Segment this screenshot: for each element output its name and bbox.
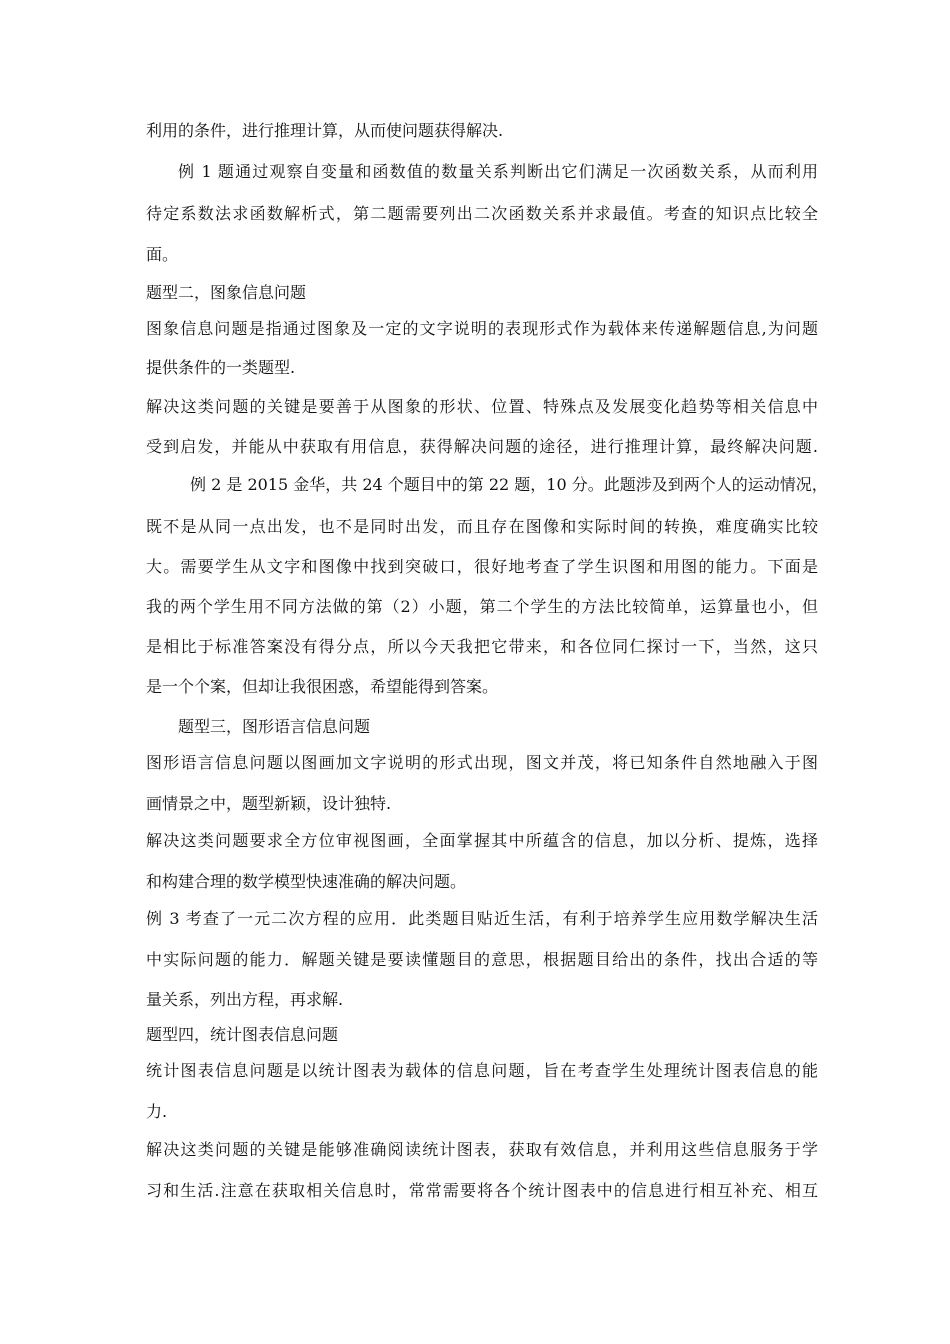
paragraph-line: 受到启发，并能从中获取有用信息，获得解决问题的途径，进行推理计算，最终解决问题. [146,437,818,456]
paragraph-line: 例 2 是 2015 金华，共 24 个题目中的第 22 题，10 分。此题涉及到两个人的运动情况， [190,475,828,494]
paragraph-line: 解决这类问题的关键是要善于从图象的形状、位置、特殊点及发展变化趋势等相关信息中 [146,397,818,416]
section-heading: 题型四，统计图表信息问题 [146,1025,339,1044]
paragraph-line: 我的两个学生用不同方法做的第（2）小题，第二个学生的方法比较简单，运算量也小，但 [146,597,818,616]
paragraph-line: 和构建合理的数学模型快速准确的解决问题。 [146,872,467,891]
paragraph-line: 待定系数法求函数解析式，第二题需要列出二次函数关系并求最值。考查的知识点比较全 [146,204,818,223]
paragraph-line: 解决这类问题的关键是能够准确阅读统计图表，获取有效信息，并利用这些信息服务于学 [146,1140,818,1159]
text-line: 利用的条件，进行推理计算，从而使问题获得解决. [146,121,504,140]
paragraph-line: 解决这类问题要求全方位审视图画，全面掌握其中所蕴含的信息，加以分析、提炼，选择 [146,831,818,850]
paragraph-line: 量关系，列出方程，再求解. [146,990,344,1009]
paragraph-line: 提供条件的一类题型. [146,358,296,377]
paragraph-line: 例 3 考查了一元二次方程的应用．此类题目贴近生活，有利于培养学生应用数学解决生活 [146,909,818,928]
paragraph-line: 力. [146,1102,168,1121]
paragraph-line: 图象信息问题是指通过图象及一定的文字说明的表现形式作为载体来传递解题信息,为问题 [146,319,818,338]
paragraph-line: 面。 [146,245,179,264]
section-heading: 题型三，图形语言信息问题 [178,717,371,736]
paragraph-line: 图形语言信息问题以图画加文字说明的形式出现，图文并茂，将已知条件自然地融入于图 [146,753,818,772]
paragraph-line: 习和生活.注意在获取相关信息时，常常需要将各个统计图表中的信息进行相互补充、相互 [146,1181,818,1200]
paragraph-line: 既不是从同一点出发，也不是同时出发，而且存在图像和实际时间的转换，难度确实比较 [146,517,818,536]
section-heading: 题型二，图象信息问题 [146,283,307,302]
paragraph-line: 例 1 题通过观察自变量和函数值的数量关系判断出它们满足一次函数关系，从而利用 [178,162,818,181]
paragraph-line: 是一个个案，但却让我很困惑，希望能得到答案。 [146,677,499,696]
paragraph-line: 是相比于标准答案没有得分点，所以今天我把它带来，和各位同仁探讨一下，当然，这只 [146,637,818,656]
paragraph-line: 中实际问题的能力．解题关键是要读懂题目的意思，根据题目给出的条件，找出合适的等 [146,950,818,969]
paragraph-line: 统计图表信息问题是以统计图表为载体的信息问题，旨在考查学生处理统计图表信息的能 [146,1061,818,1080]
paragraph-line: 画情景之中，题型新颖，设计独特. [146,794,392,813]
paragraph-line: 大。需要学生从文字和图像中找到突破口，很好地考查了学生识图和用图的能力。下面是 [146,557,818,576]
